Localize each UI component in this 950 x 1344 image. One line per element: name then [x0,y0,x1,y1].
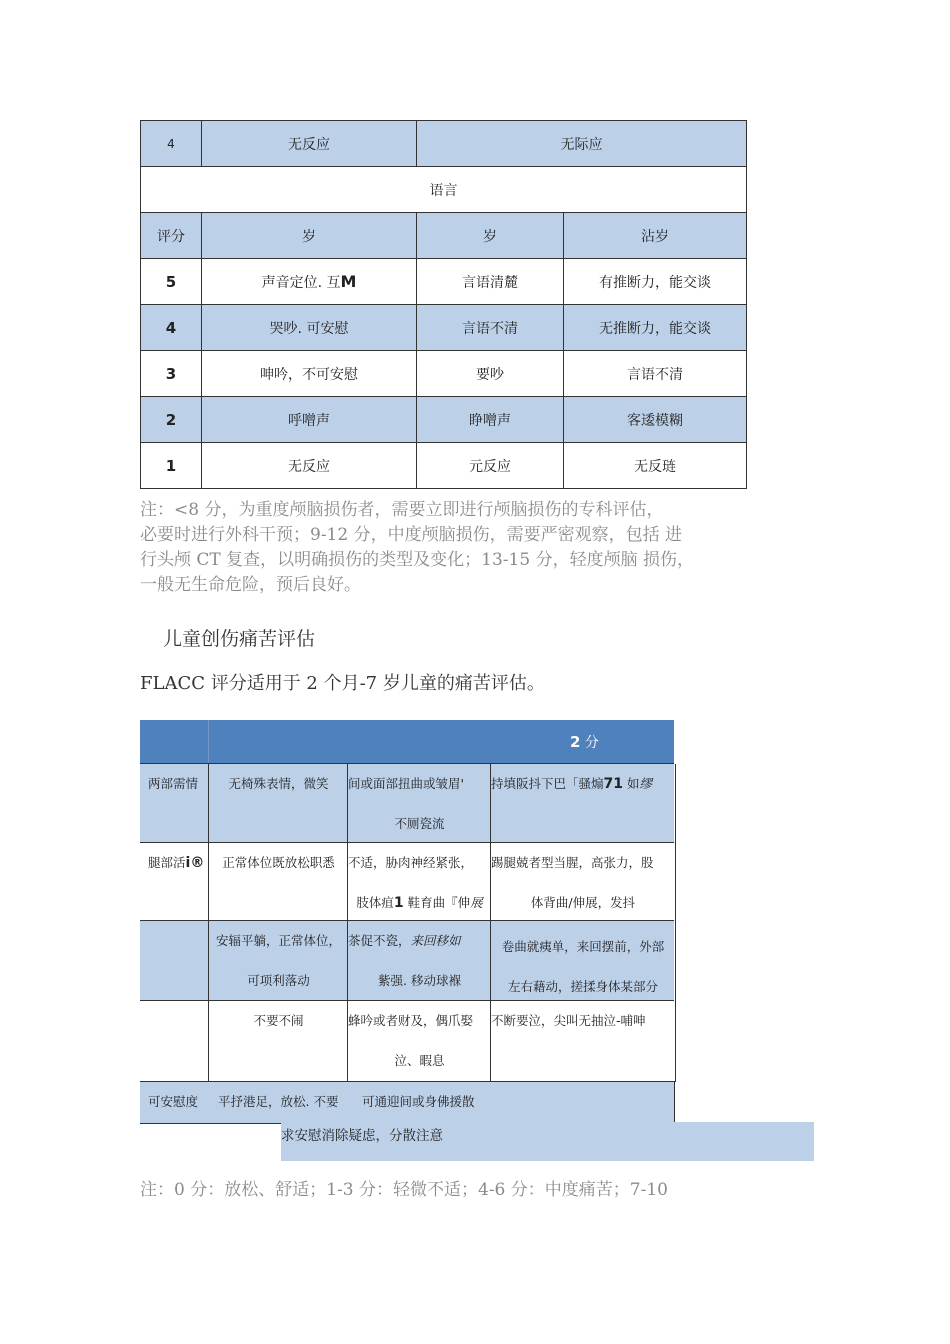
row-label [140,1001,208,1082]
gcs-top-row [141,121,747,167]
gcs-cell: 言语不清 [564,351,747,397]
gcs-row [141,305,747,351]
row-label: 可安慰度 [148,1094,199,1109]
score-0-cell: 不要不闹 [208,1001,348,1082]
row-label: 两部需情 [148,776,199,791]
gcs-cell: 无推断力，能交谈 [564,305,747,351]
score-2-cell: 不断要泣，尖叫无抽泣-哺呻 [490,1001,676,1082]
gcs-row [141,259,747,305]
gcs-section-title: 语言 [141,167,747,213]
note-line: 一般无生命危险，预后良好。 [140,575,361,595]
gcs-cell: 言语清麓 [417,259,564,305]
gcs-cell: 哭吵. 可安慰 [202,305,417,351]
flacc-header-label: 2 分 [570,733,599,751]
score-1-cell: 间或面部扭曲或皱眉' 不厕瓷流 [347,764,491,843]
gcs-header-col2: 岁 [202,213,417,259]
row-label: 腿部活i® [148,855,205,871]
gcs-score: 4 [141,305,202,351]
gcs-top-score: 4 [141,121,202,167]
gcs-note [140,498,694,598]
note-line: 必要时进行外科干预；9-12 分，中度颅脑损伤，需要严密观察，包括 进 [140,525,682,545]
gcs-section-row [141,167,747,213]
flacc-note: 注：0 分：放松、舒适；1-3 分：轻微不适；4-6 分：中度痛苦；7-10 [140,1180,668,1200]
note-line: 行头颅 CT 复查，以明确损伤的类型及变化；13-15 分，轻度颅脑 损伤， [140,550,694,570]
gcs-score: 2 [141,397,202,443]
score-0-cell: 平抒港足，放松. 不要 [218,1094,339,1109]
gcs-cell: 无反琏 [564,443,747,489]
score-2-cell: 持填阪抖下巴「骚煽71 如缪 [490,764,676,843]
flacc-row [140,763,674,843]
overflow-text: 求安慰消除疑虑，分散注意 [281,1128,443,1144]
flacc-row [140,1081,675,1124]
flacc-overflow-row [281,1122,814,1161]
score-1-cell: 茶促不瓷，来回移如 紫强. 移动球褓 [347,921,491,1001]
row-label [140,921,208,1001]
gcs-header-col3: 岁 [417,213,564,259]
gcs-cell: 呼噌声 [202,397,417,443]
gcs-cell: 呻吟，不可安慰 [202,351,417,397]
gcs-cell: 客逶模糊 [564,397,747,443]
score-2-cell: 卷曲就痍单，来回摆前，外部 左右藉动，搓揉身体某部分 [490,921,676,1001]
gcs-top-col3: 无际应 [417,121,747,167]
score-1-cell: 可通迎间或身佛援散 [362,1094,475,1109]
score-1-cell: 不适，胁肉神经紧张， 肢体疽1 鞋育曲『伸展 [347,843,491,921]
flacc-row [140,920,674,1001]
score-1-cell: 蜂吟或者财及，偶爪娶 泣、暇息 [347,1001,491,1082]
gcs-cell: 声音定位. 互M [202,259,417,305]
gcs-row [141,351,747,397]
gcs-cell: 无反应 [202,443,417,489]
section-heading: 儿童创伤痛苦评估 [163,628,316,650]
gcs-cell: 言语不清 [417,305,564,351]
flacc-row [140,842,674,921]
gcs-table [140,120,747,489]
gcs-row [141,397,747,443]
gcs-cell: 要吵 [417,351,564,397]
gcs-score: 3 [141,351,202,397]
score-0-cell: 无椅殊表情，微笑 [208,764,348,843]
gcs-header-score: 评分 [141,213,202,259]
gcs-cell: 元反应 [417,443,564,489]
note-line: 注：<8 分，为重度颅脑损伤者，需要立即进行颅脑损伤的专科评估， [140,500,664,520]
gcs-row [141,443,747,489]
score-2-cell: 踢腿兢者型当腥，高张力，股 体背曲/伸展，发抖 [490,843,676,921]
flacc-intro: FLACC 评分适用于 2 个月-7 岁儿童的痛苦评估。 [140,673,545,694]
gcs-header-row [141,213,747,259]
score-0-cell: 正常体位既放松职悉 [208,843,348,921]
gcs-top-col2: 无反应 [202,121,417,167]
flacc-header [140,720,674,763]
gcs-cell: 有推断力，能交谈 [564,259,747,305]
flacc-row [140,1000,674,1082]
gcs-header-col4: 沾岁 [564,213,747,259]
gcs-score: 5 [141,259,202,305]
score-0-cell: 安辐平躺，正常体位， 可项利落动 [208,921,348,1001]
gcs-score: 1 [141,443,202,489]
gcs-cell: 睁噌声 [417,397,564,443]
